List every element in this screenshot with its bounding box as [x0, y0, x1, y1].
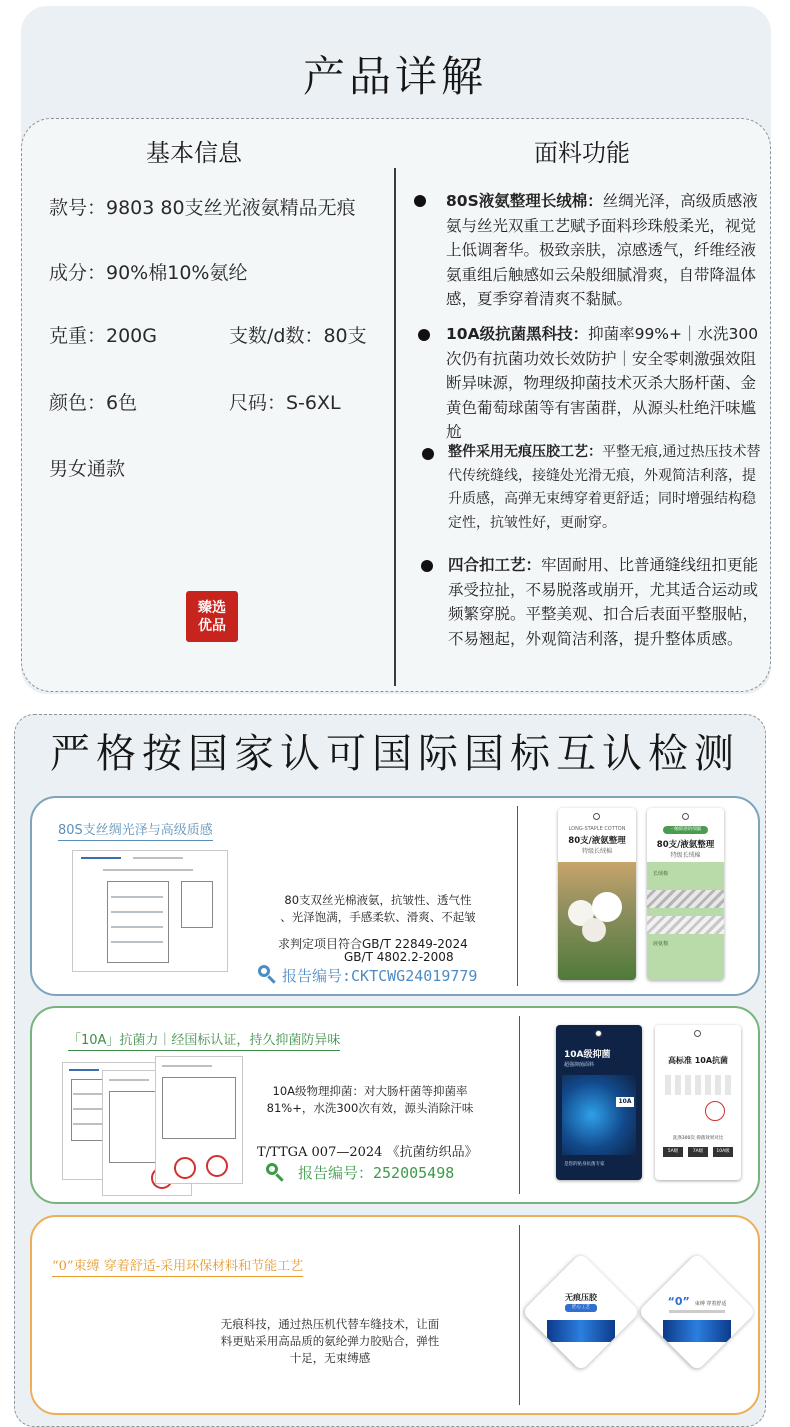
card-title: 「10A」抗菌力｜经国标认证，持久抑菌防异味	[68, 1029, 340, 1051]
tag-hole-icon	[694, 1030, 701, 1037]
tag-label: 液氨棉	[653, 941, 669, 947]
section-title-testing: 严格按国家认可国际国标互认检测	[50, 731, 740, 777]
tag-title: “0”	[667, 1295, 690, 1308]
feature-title: 整件采用无痕压胶工艺：	[448, 444, 602, 460]
fiber-strand-image	[647, 916, 724, 934]
tag-subtitle: 特级长绒棉	[581, 848, 612, 855]
bullet-icon	[421, 560, 433, 572]
fiber-strand-image	[647, 890, 724, 908]
yarn-count: 支数/d数：80支	[229, 325, 367, 347]
tag-title: 80支/液氨整理	[568, 836, 626, 846]
hangtag-liquid-ammonia-image	[647, 808, 724, 980]
bullet-icon	[422, 448, 434, 460]
feature-body: 牢固耐用、比普通缝线纽扣更能承受拉扯，不易脱落或崩开，尤其适合运动或频繁穿脱。平整美观、扣合后表面平整服帖，不易翘起，外观简洁利落，提升整体质感。	[448, 556, 759, 648]
card-description	[205, 1316, 455, 1367]
bullet-icon	[418, 329, 430, 341]
feature-body: 丝绸光泽，高级质感液氨与丝光双重工艺赋予面料珍珠般柔光，视觉上低调奢华。极致亲肤，凉感透气，纤维经液氨重组后触感如云朵般细腻滑爽，自带降温体感，夏季穿着清爽不黏腻。	[446, 192, 758, 308]
description-line: 10A级物理抑菌：对大肠杆菌等抑菌率	[272, 1084, 468, 1098]
seal-text-top: 臻选	[198, 600, 226, 616]
tag-subtitle: 特级长绒棉	[670, 852, 701, 859]
test-report-document-image	[155, 1056, 243, 1184]
tag-title: 无痕压胶	[565, 1293, 597, 1302]
feature-seamless-bonding	[448, 441, 764, 535]
card-divider	[519, 1225, 520, 1405]
comparison-graphic	[665, 1075, 731, 1095]
column-divider	[394, 168, 396, 686]
tag-footer: 是您的贴身抗菌专家	[564, 1162, 605, 1167]
card-title: 80S支丝绸光泽与高级质感	[58, 819, 213, 841]
description-line: 无痕科技，通过热压机代替车缝技术，让面	[220, 1317, 440, 1331]
hangtag-high-standard-image	[655, 1025, 741, 1180]
hangtag-cotton-image	[558, 808, 636, 980]
fabric-weight: 克重：200G	[49, 325, 157, 347]
tag-title: 80支/液氨整理	[656, 840, 715, 850]
tag-subtitle: 超强抑菌面料	[564, 1062, 595, 1068]
fabric-function-heading: 面料功能	[534, 139, 630, 167]
description-line: 、光泽饱满，手感柔软、滑爽、不起皱	[280, 910, 476, 924]
section-title-product-details: 产品详解	[302, 52, 487, 101]
tag-chip: 10A	[616, 1097, 634, 1107]
description-line: 81%+，水洗300次有效，源头消除汗味	[266, 1101, 474, 1115]
tag-footer: 洗涤300次 抑菌效果对比	[672, 1136, 724, 1141]
report-number: 报告编号:CKTCWG24019779	[282, 967, 478, 985]
fiber-comparison-panel	[647, 862, 724, 980]
basic-info-heading: 基本信息	[146, 139, 242, 167]
description-line: 80支双丝光棉液氨，抗皱性、透气性	[284, 893, 472, 907]
composition: 成分：90%棉10%氨纶	[49, 262, 248, 284]
no-bacteria-icon	[705, 1101, 725, 1121]
feature-80s-cotton	[446, 189, 762, 312]
brand-seal-logo	[186, 591, 238, 642]
tag-badge: 匠心工艺	[565, 1304, 597, 1312]
tech-graphic	[562, 1075, 636, 1155]
tag-title: 高标准 10A抗菌	[667, 1056, 729, 1065]
description-line: 料更贴采用高品质的氨纶弹力胶贴合，弹性	[220, 1334, 440, 1348]
tag-title-rest: 束缚 穿着舒适	[694, 1301, 727, 1307]
feature-body: 平整无痕,通过热压技术替代传统缝线，接缝处光滑无痕，外观简洁利落，提升质感，高弹无束缚穿着更舒适；同时增强结构稳定性，抗皱性好，更耐穿。	[448, 444, 761, 531]
standard-line: T/TTGA 007—2024 《抗菌纺织品》	[257, 1145, 478, 1160]
report-number: 报告编号：252005498	[298, 1164, 455, 1182]
gender-fit: 男女通款	[49, 458, 126, 480]
description-line: 十足，无束缚感	[289, 1351, 371, 1365]
bullet-icon	[414, 195, 426, 207]
hangtag-10a-antibacterial-image	[556, 1025, 642, 1180]
card-divider	[517, 806, 518, 986]
tag-hole-icon	[595, 1030, 602, 1037]
feature-title: 四合扣工艺：	[448, 556, 542, 574]
feature-snap-buttons	[448, 553, 764, 651]
test-report-document-image	[72, 850, 228, 972]
tag-badge: 一触即感的细腻	[663, 826, 708, 834]
card-divider	[519, 1016, 520, 1194]
feature-title: 10A级抗菌黑科技：	[446, 325, 589, 343]
tag-chip: 7A级	[688, 1147, 708, 1157]
card-description	[258, 892, 498, 926]
tech-graphic	[663, 1320, 731, 1342]
feature-title: 80S液氨整理长绒棉：	[446, 192, 603, 210]
feature-body: 抑菌率99%+｜水洗300次仍有抗菌功效长效防护｜安全零刺激强效阻断异味源，物理级抑菌技术灭杀大肠杆菌、金黄色葡萄球菌等有害菌群，从源头杜绝汗味尴尬	[446, 325, 759, 441]
tag-hole-icon	[682, 813, 689, 820]
tag-title: 10A级抑菌	[564, 1050, 611, 1060]
tech-graphic	[547, 1320, 615, 1342]
standard-line: GB/T 4802.2-2008	[344, 950, 454, 964]
style-number: 款号：9803 80支丝光液氨精品无痕	[49, 197, 356, 219]
tag-caption: LONG-STAPLE COTTON	[568, 826, 626, 832]
color-count: 颜色：6色	[49, 392, 138, 414]
tag-label: 长绒棉	[653, 871, 669, 877]
seal-text-bottom: 优品	[198, 618, 226, 634]
tag-chip: 5A级	[663, 1147, 683, 1157]
size-range: 尺码：S-6XL	[229, 392, 341, 414]
tag-title-group	[655, 1290, 739, 1309]
tag-hole-icon	[593, 813, 600, 820]
feature-10a-antibacterial	[446, 322, 762, 445]
standard-line: 求判定项目符合GB/T 22849-2024	[278, 937, 468, 951]
tag-chip: 10A级	[713, 1147, 733, 1157]
cotton-photo	[558, 862, 636, 980]
card-title: “0”束缚 穿着舒适-采用环保材料和节能工艺	[52, 1255, 303, 1277]
card-description	[250, 1083, 490, 1117]
